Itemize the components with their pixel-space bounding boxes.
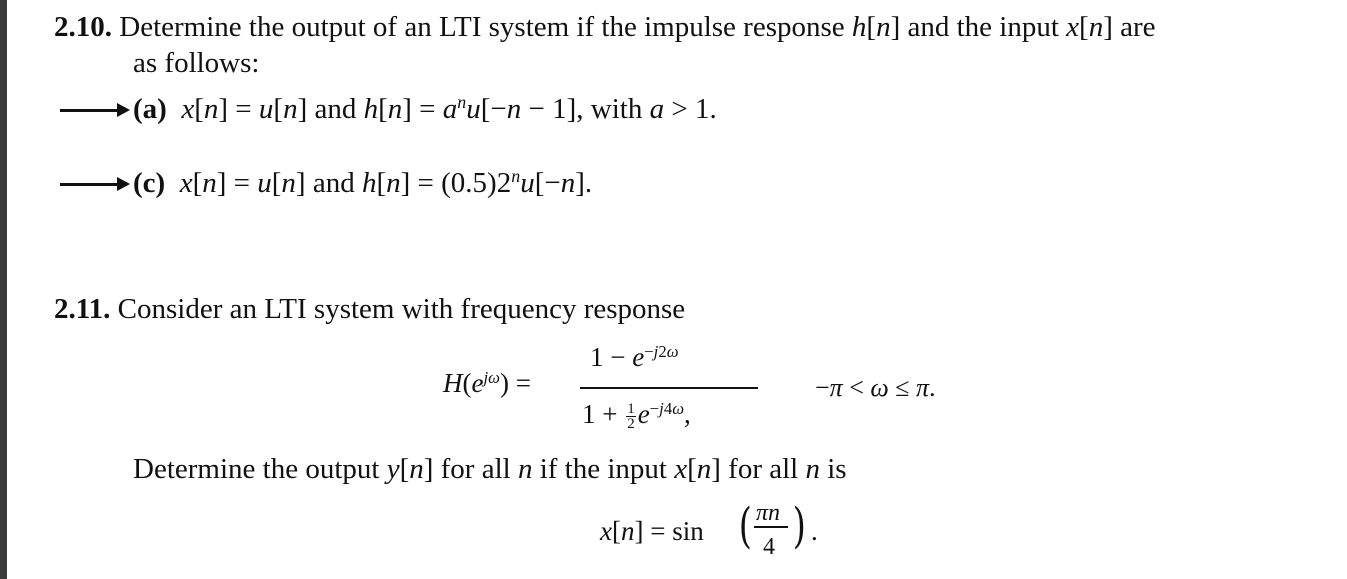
problem-2-11-intro: Consider an LTI system with frequency response <box>117 293 686 325</box>
problem-2-11-number: 2.11. <box>54 293 111 325</box>
problem-2-10-intro-line2: as follows: <box>133 47 260 79</box>
arrow-icon-part-a <box>60 109 118 112</box>
freq-response-fraction-bar <box>580 387 758 389</box>
arrow-icon-part-c <box>60 183 118 186</box>
left-paren: ( <box>738 498 752 554</box>
input-signal-period: . <box>811 516 818 546</box>
part-a-text: x[n] = u[n] and $h[n] = a^nu[-n - 1]$, with a > 1. <box>181 92 717 125</box>
input-signal-fraction-bar <box>754 526 788 528</box>
one-half-fraction: $\frac{1}{2}$ <box>627 401 635 433</box>
part-c-text: x[n] = u[n] and $h[n] = (0.5)2^nu[-n]$. <box>179 166 593 199</box>
problem-2-11-line1 <box>54 292 685 326</box>
problem-2-10-number: 2.10. <box>54 11 112 43</box>
input-signal-lhs: x[n] = sin <box>600 516 704 546</box>
freq-response-lhs: $H(e^{j\omega})$ = <box>443 367 531 398</box>
problem-2-10-part-c <box>133 166 592 200</box>
freq-response-numerator: $1 - e^{-j2\omega}$ <box>590 341 679 372</box>
part-a-label: (a) <box>133 93 167 125</box>
left-edge-bar <box>0 0 7 579</box>
freq-response-denominator: 1 + $\frac{1}{2}$ $e^{-j4\omega}$, <box>582 398 691 433</box>
problem-2-10-line1 <box>54 10 1156 44</box>
problem-2-10-part-a <box>133 92 717 126</box>
freq-range: −π < ω ≤ π. <box>815 373 936 402</box>
part-c-label: (c) <box>133 167 166 199</box>
right-paren: ) <box>792 498 806 554</box>
input-signal-numerator: πn <box>756 500 781 526</box>
input-signal-denominator: 4 <box>763 534 775 560</box>
problem-2-11-question: Determine the output y[n] for all n if the input x[n] for all n is <box>133 453 847 485</box>
problem-2-10-intro-line1: Determine the output of an LTI system if the impulse response h[n] and the input x[n] are <box>119 11 1156 43</box>
